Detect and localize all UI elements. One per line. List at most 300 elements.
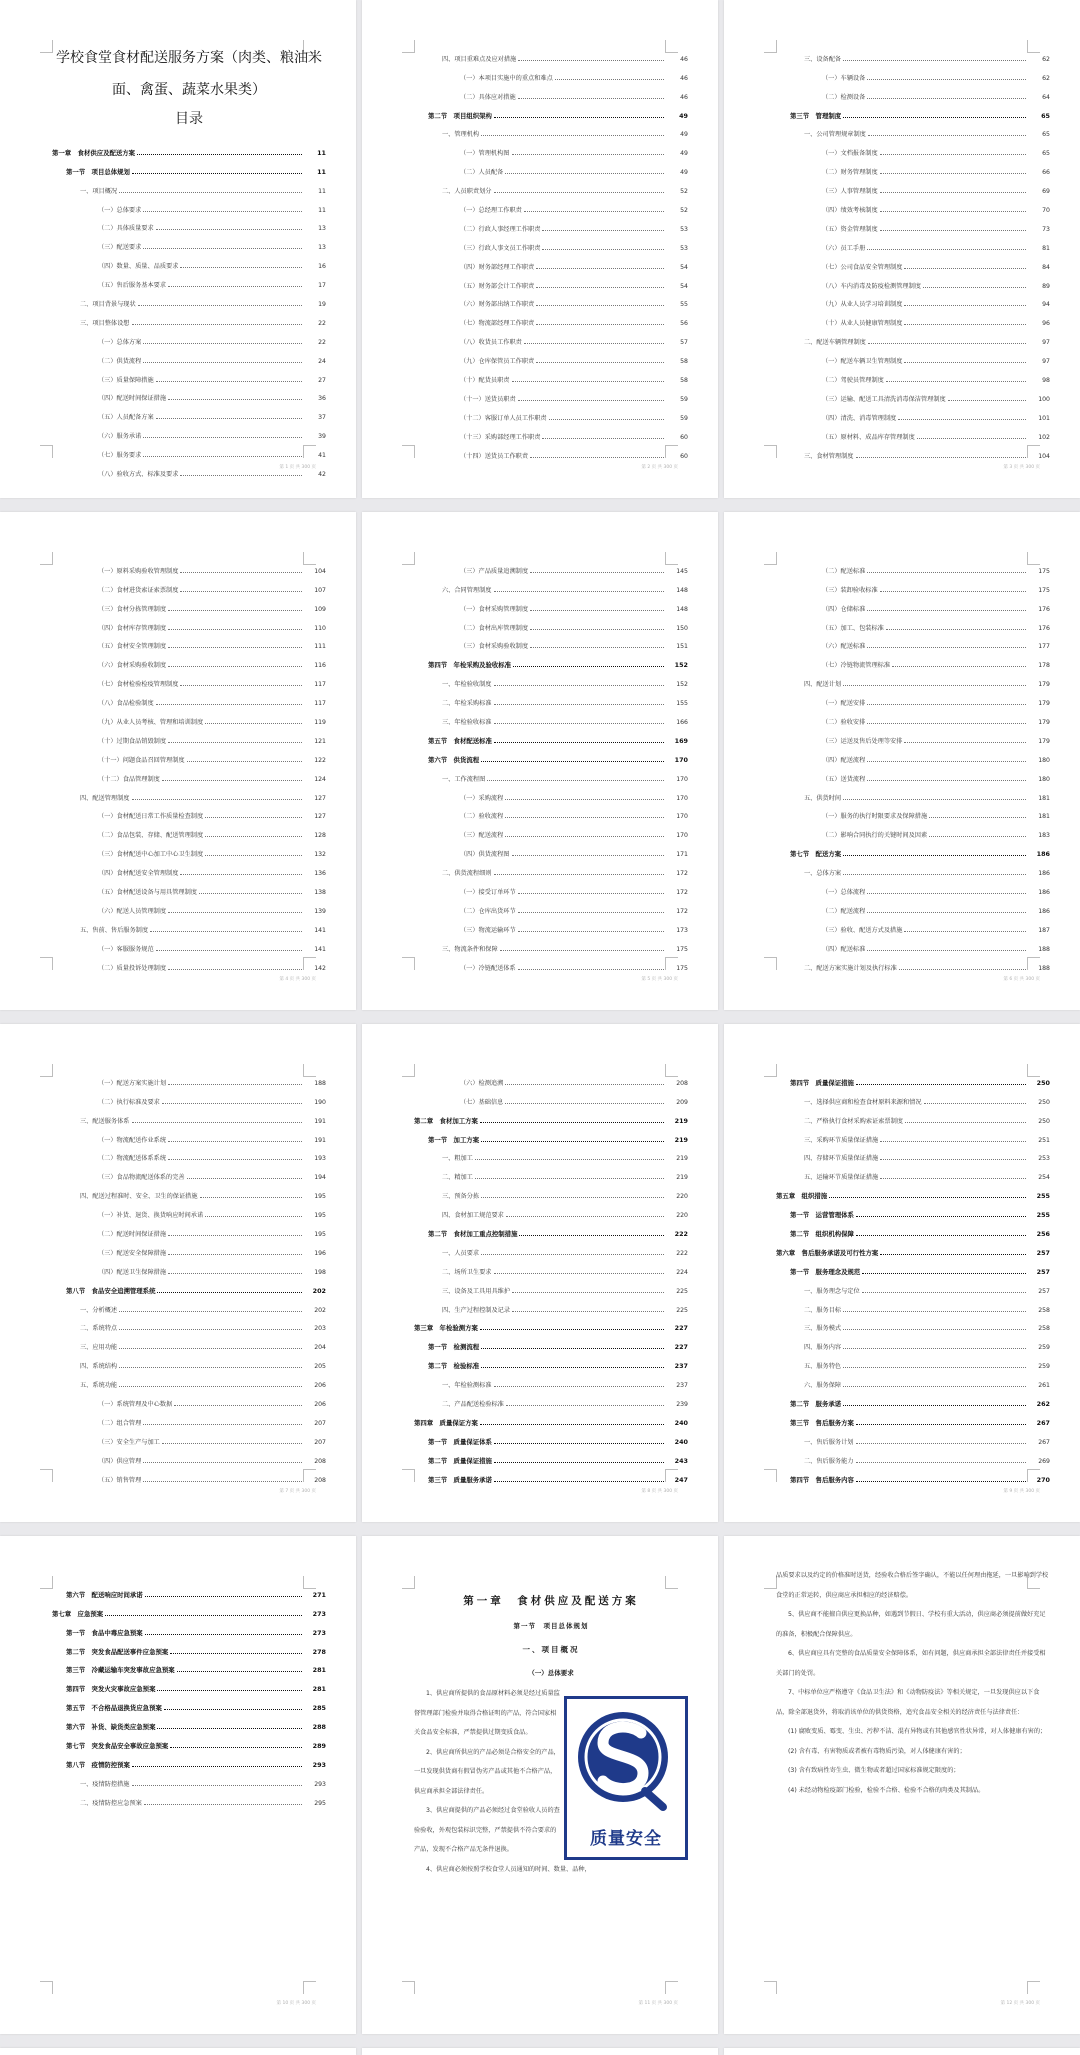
table-of-contents xyxy=(52,44,326,478)
toc-entry[interactable] xyxy=(776,953,1050,972)
toc-entry[interactable] xyxy=(52,764,326,783)
toc-entry-label: （三）装卸验收标准 xyxy=(822,586,878,594)
toc-entry[interactable] xyxy=(776,745,1050,764)
toc-leader-dots xyxy=(162,779,302,781)
toc-entry[interactable] xyxy=(414,745,688,764)
toc-entry[interactable] xyxy=(776,839,1050,858)
toc-entry-label: （一）采购流程 xyxy=(460,794,504,802)
toc-entry[interactable] xyxy=(414,176,688,195)
toc-entry[interactable] xyxy=(52,556,326,575)
toc-entry[interactable] xyxy=(52,802,326,821)
toc-entry[interactable] xyxy=(52,289,326,308)
toc-entry[interactable] xyxy=(414,707,688,726)
toc-page-number: 186 xyxy=(1038,907,1050,915)
toc-leader-dots xyxy=(905,1121,1026,1123)
toc-entry[interactable] xyxy=(776,1200,1050,1219)
toc-entry[interactable] xyxy=(52,440,326,459)
toc-entry[interactable] xyxy=(52,1769,326,1788)
toc-entry[interactable] xyxy=(776,44,1050,63)
toc-entry[interactable] xyxy=(776,1351,1050,1370)
toc-entry[interactable] xyxy=(776,441,1050,460)
toc-entry[interactable] xyxy=(776,594,1050,613)
toc-entry[interactable] xyxy=(776,575,1050,594)
toc-entry[interactable] xyxy=(414,1144,688,1163)
toc-entry[interactable] xyxy=(52,1693,326,1712)
toc-entry[interactable] xyxy=(776,1219,1050,1238)
toc-entry-label: 第三节 冷藏运输车突发事故应急预案 xyxy=(66,1666,175,1675)
toc-entry[interactable] xyxy=(52,251,326,270)
paragraph: (3) 含有致病性寄生虫、微生物或者超过国家标准规定限度的； xyxy=(788,1767,960,1774)
toc-leader-dots xyxy=(829,1196,1026,1198)
toc-entry[interactable] xyxy=(414,1181,688,1200)
toc-entry[interactable] xyxy=(414,1370,688,1389)
toc-entry[interactable] xyxy=(414,120,688,139)
toc-entry-label: （五）人员配备方案 xyxy=(98,414,154,422)
toc-entry-label: （一）食材采购管理制度 xyxy=(460,605,529,613)
toc-entry[interactable] xyxy=(414,44,688,63)
document-page xyxy=(0,1024,356,1522)
toc-page-number: 62 xyxy=(1042,55,1050,63)
toc-entry[interactable] xyxy=(776,252,1050,271)
toc-entry[interactable] xyxy=(776,820,1050,839)
toc-entry[interactable] xyxy=(776,556,1050,575)
toc-entry[interactable] xyxy=(414,839,688,858)
toc-entry[interactable] xyxy=(52,726,326,745)
toc-entry-label: （一）本项目实施中的重点和难点 xyxy=(460,74,553,82)
toc-leader-dots xyxy=(923,286,1026,288)
toc-entry[interactable] xyxy=(52,1068,326,1087)
toc-entry[interactable] xyxy=(52,820,326,839)
toc-entry[interactable] xyxy=(776,896,1050,915)
toc-entry[interactable] xyxy=(52,1144,326,1163)
toc-entry[interactable] xyxy=(52,384,326,403)
toc-entry[interactable] xyxy=(52,1637,326,1656)
toc-entry[interactable] xyxy=(776,1144,1050,1163)
toc-entry[interactable] xyxy=(52,1351,326,1370)
toc-entry[interactable] xyxy=(414,594,688,613)
toc-entry[interactable] xyxy=(776,1295,1050,1314)
toc-entry[interactable] xyxy=(52,632,326,651)
toc-entry[interactable] xyxy=(52,365,326,384)
toc-page-number: 98 xyxy=(1042,377,1050,385)
paragraph: 5、供应商不能擅自供应更换品种，如遇到节假日、学校有重大活动，供应商必须提前做好充足的准备，积极配合保障供应。 xyxy=(776,1611,1046,1638)
toc-entry[interactable] xyxy=(414,1106,688,1125)
toc-entry[interactable] xyxy=(52,1332,326,1351)
toc-page-number: 97 xyxy=(1042,339,1050,347)
toc-page-number: 170 xyxy=(676,794,688,802)
toc-entry[interactable] xyxy=(52,1162,326,1181)
page-footer: 第 2 页 共 300 页 xyxy=(641,465,678,470)
toc-entry[interactable] xyxy=(776,138,1050,157)
toc-entry[interactable] xyxy=(776,764,1050,783)
toc-entry[interactable] xyxy=(414,195,688,214)
toc-entry[interactable] xyxy=(414,896,688,915)
toc-leader-dots xyxy=(536,286,664,288)
toc-entry[interactable] xyxy=(414,1162,688,1181)
toc-entry[interactable] xyxy=(776,422,1050,441)
toc-entry[interactable] xyxy=(776,1427,1050,1446)
toc-leader-dots xyxy=(518,97,664,99)
toc-entry[interactable] xyxy=(414,365,688,384)
toc-page-number: 127 xyxy=(314,794,326,802)
toc-entry[interactable] xyxy=(414,688,688,707)
toc-entry-label: （四）绩效考核制度 xyxy=(822,207,878,215)
toc-entry[interactable] xyxy=(414,384,688,403)
toc-leader-dots xyxy=(138,304,302,306)
toc-leader-dots xyxy=(524,210,664,212)
toc-leader-dots xyxy=(898,418,1026,420)
toc-entry[interactable] xyxy=(414,290,688,309)
toc-entry-label: 第二节 质量保证措施 xyxy=(428,1456,492,1465)
toc-entry[interactable] xyxy=(52,1219,326,1238)
toc-entry[interactable] xyxy=(776,1408,1050,1427)
toc-entry[interactable] xyxy=(414,802,688,821)
toc-entry[interactable] xyxy=(776,1106,1050,1125)
toc-page-number: 101 xyxy=(1038,414,1050,422)
toc-page-number: 262 xyxy=(1036,1400,1050,1409)
toc-page-number: 255 xyxy=(1036,1211,1050,1220)
toc-entry[interactable] xyxy=(52,1087,326,1106)
toc-leader-dots xyxy=(162,1102,302,1104)
toc-entry[interactable] xyxy=(776,1314,1050,1333)
toc-page-number: 224 xyxy=(676,1268,688,1276)
toc-leader-dots xyxy=(174,1404,302,1406)
toc-entry[interactable] xyxy=(52,575,326,594)
toc-entry[interactable] xyxy=(776,82,1050,101)
toc-entry[interactable] xyxy=(52,1125,326,1144)
document-title: 学校食堂食材配送服务方案（肉类、粮油米 xyxy=(56,50,322,66)
toc-entry[interactable] xyxy=(414,82,688,101)
toc-entry[interactable] xyxy=(776,271,1050,290)
toc-entry-label: （二）人员配备 xyxy=(460,169,504,177)
toc-entry[interactable] xyxy=(414,1408,688,1427)
toc-entry[interactable] xyxy=(52,1370,326,1389)
toc-entry[interactable] xyxy=(52,858,326,877)
toc-entry[interactable] xyxy=(52,1181,326,1200)
toc-entry[interactable] xyxy=(414,1068,688,1087)
toc-entry-label: （一）总体要求 xyxy=(98,206,142,214)
toc-entry[interactable] xyxy=(52,1656,326,1675)
toc-page-number: 127 xyxy=(314,813,326,821)
toc-entry[interactable] xyxy=(52,1580,326,1599)
toc-entry[interactable] xyxy=(414,726,688,745)
toc-entry[interactable] xyxy=(52,346,326,365)
toc-entry[interactable] xyxy=(776,858,1050,877)
toc-entry[interactable] xyxy=(52,138,326,157)
toc-entry[interactable] xyxy=(776,1125,1050,1144)
toc-entry[interactable] xyxy=(776,214,1050,233)
document-page xyxy=(0,0,356,498)
toc-entry[interactable] xyxy=(52,157,326,176)
toc-entry[interactable] xyxy=(414,1295,688,1314)
section-title: 第一节 项目总体规划 xyxy=(513,1622,589,1630)
toc-entry[interactable] xyxy=(414,820,688,839)
toc-entry[interactable] xyxy=(414,1238,688,1257)
toc-entry-label: 三、设备配备 xyxy=(804,55,842,63)
toc-entry[interactable] xyxy=(52,1465,326,1484)
toc-entry-label: （一）食材配送日常工作质量检查制度 xyxy=(98,813,204,821)
toc-entry[interactable] xyxy=(52,421,326,440)
toc-entry[interactable] xyxy=(52,953,326,972)
toc-page-number: 269 xyxy=(1038,1457,1050,1465)
toc-entry[interactable] xyxy=(52,1276,326,1295)
toc-entry[interactable] xyxy=(776,1446,1050,1465)
toc-entry[interactable] xyxy=(414,575,688,594)
toc-entry[interactable] xyxy=(776,688,1050,707)
toc-entry-label: （六）检测追溯 xyxy=(460,1079,504,1087)
paragraph: (4) 未经动物检疫部门检验，检验不合格、检验不合格的肉类及其制品。 xyxy=(788,1786,985,1794)
toc-entry[interactable] xyxy=(52,1599,326,1618)
toc-leader-dots xyxy=(205,854,302,856)
toc-entry-label: 三、采购环节质量保证措施 xyxy=(804,1136,879,1144)
toc-entry[interactable] xyxy=(414,101,688,120)
toc-entry[interactable] xyxy=(414,877,688,896)
toc-entry[interactable] xyxy=(776,101,1050,120)
toc-entry[interactable] xyxy=(414,1200,688,1219)
toc-leader-dots xyxy=(512,854,665,856)
toc-page-number: 219 xyxy=(674,1135,688,1144)
toc-entry[interactable] xyxy=(414,403,688,422)
toc-entry-label: （二）执行标准及要求 xyxy=(98,1098,160,1106)
toc-entry[interactable] xyxy=(52,877,326,896)
toc-entry[interactable] xyxy=(52,915,326,934)
toc-page-number: 110 xyxy=(314,624,326,632)
toc-entry[interactable] xyxy=(776,1370,1050,1389)
toc-entry[interactable] xyxy=(52,688,326,707)
toc-entry[interactable] xyxy=(414,1351,688,1370)
toc-page-number: 53 xyxy=(680,225,688,233)
toc-entry[interactable] xyxy=(776,290,1050,309)
toc-entry[interactable] xyxy=(52,1731,326,1750)
toc-entry-label: 四、存储环节质量保证措施 xyxy=(804,1155,879,1163)
toc-entry[interactable] xyxy=(414,1427,688,1446)
qs-emblem-q-tail xyxy=(645,1791,663,1807)
toc-entry[interactable] xyxy=(414,233,688,252)
toc-entry[interactable] xyxy=(414,157,688,176)
toc-entry[interactable] xyxy=(52,402,326,421)
toc-entry[interactable] xyxy=(776,1276,1050,1295)
toc-entry[interactable] xyxy=(776,1087,1050,1106)
toc-entry[interactable] xyxy=(414,138,688,157)
paragraph: 7、中标单位应严格遵守《食品卫生法》和《动物防疫法》等相关规定，一旦发现供应以下食品，除全部退货外，将取消该单位的供货资格，追究食品安全相关的经济责任与法律责任： xyxy=(776,1689,1040,1716)
toc-entry-label: 一、总体方案 xyxy=(804,870,842,878)
toc-entry[interactable] xyxy=(414,1332,688,1351)
toc-entry[interactable] xyxy=(414,327,688,346)
toc-entry-label: （四）配送流程 xyxy=(822,756,866,764)
toc-entry[interactable] xyxy=(52,745,326,764)
toc-entry[interactable] xyxy=(52,214,326,233)
toc-leader-dots xyxy=(481,1366,664,1368)
toc-entry[interactable] xyxy=(414,1087,688,1106)
toc-entry[interactable] xyxy=(414,1219,688,1238)
toc-page-number: 69 xyxy=(1042,188,1050,196)
toc-entry[interactable] xyxy=(52,707,326,726)
table-of-contents xyxy=(776,44,1050,460)
toc-entry[interactable] xyxy=(414,1446,688,1465)
toc-entry[interactable] xyxy=(414,764,688,783)
toc-entry[interactable] xyxy=(776,783,1050,802)
toc-entry[interactable] xyxy=(414,63,688,82)
toc-entry[interactable] xyxy=(52,783,326,802)
toc-entry[interactable] xyxy=(414,1314,688,1333)
toc-entry[interactable] xyxy=(52,1314,326,1333)
toc-entry[interactable] xyxy=(52,176,326,195)
toc-page-number: 261 xyxy=(1038,1382,1050,1390)
toc-entry[interactable] xyxy=(414,953,688,972)
toc-entry[interactable] xyxy=(414,252,688,271)
toc-page-number: 136 xyxy=(314,870,326,878)
toc-entry[interactable] xyxy=(52,270,326,289)
toc-entry[interactable] xyxy=(776,157,1050,176)
table-of-contents xyxy=(414,44,688,460)
toc-leader-dots xyxy=(843,684,1026,686)
toc-entry[interactable] xyxy=(776,1181,1050,1200)
toc-entry[interactable] xyxy=(776,365,1050,384)
toc-entry-label: 三、设备及工具用具维护 xyxy=(442,1287,511,1295)
toc-entry[interactable] xyxy=(414,858,688,877)
toc-entry[interactable] xyxy=(414,271,688,290)
toc-entry[interactable] xyxy=(414,669,688,688)
toc-entry[interactable] xyxy=(776,915,1050,934)
toc-entry[interactable] xyxy=(776,1238,1050,1257)
toc-entry[interactable] xyxy=(52,669,326,688)
toc-entry[interactable] xyxy=(52,896,326,915)
toc-entry[interactable] xyxy=(414,441,688,460)
toc-entry[interactable] xyxy=(776,63,1050,82)
toc-entry[interactable] xyxy=(414,915,688,934)
toc-entry[interactable] xyxy=(776,877,1050,896)
toc-entry[interactable] xyxy=(776,195,1050,214)
toc-entry[interactable] xyxy=(414,1465,688,1484)
toc-entry[interactable] xyxy=(414,1257,688,1276)
toc-entry[interactable] xyxy=(776,1332,1050,1351)
toc-entry[interactable] xyxy=(52,1427,326,1446)
toc-entry[interactable] xyxy=(52,308,326,327)
toc-entry[interactable] xyxy=(52,327,326,346)
body-text-block xyxy=(414,1684,688,1879)
toc-entry[interactable] xyxy=(414,650,688,669)
toc-page-number: 183 xyxy=(1038,832,1050,840)
toc-entry[interactable] xyxy=(52,1788,326,1807)
toc-entry[interactable] xyxy=(414,556,688,575)
toc-entry[interactable] xyxy=(52,1712,326,1731)
toc-leader-dots xyxy=(475,1177,664,1179)
toc-entry[interactable] xyxy=(776,707,1050,726)
toc-entry-label: 一、项目概况 xyxy=(80,187,118,195)
toc-entry[interactable] xyxy=(776,120,1050,139)
toc-entry[interactable] xyxy=(52,1618,326,1637)
toc-entry[interactable] xyxy=(52,1295,326,1314)
toc-entry[interactable] xyxy=(52,1674,326,1693)
toc-entry[interactable] xyxy=(776,726,1050,745)
toc-leader-dots xyxy=(168,285,302,287)
toc-entry[interactable] xyxy=(52,1750,326,1769)
toc-entry[interactable] xyxy=(776,233,1050,252)
toc-entry[interactable] xyxy=(776,346,1050,365)
toc-entry[interactable] xyxy=(776,650,1050,669)
toc-entry[interactable] xyxy=(52,613,326,632)
sub-subsection-title: （一）总体要求 xyxy=(528,1669,574,1677)
toc-entry[interactable] xyxy=(52,1200,326,1219)
toc-entry[interactable] xyxy=(52,839,326,858)
toc-page-number: 116 xyxy=(314,662,326,670)
toc-entry[interactable] xyxy=(414,1125,688,1144)
toc-entry[interactable] xyxy=(52,594,326,613)
toc-entry[interactable] xyxy=(776,934,1050,953)
toc-entry[interactable] xyxy=(52,1257,326,1276)
toc-entry[interactable] xyxy=(414,346,688,365)
toc-entry[interactable] xyxy=(776,308,1050,327)
toc-leader-dots xyxy=(880,1158,1026,1160)
toc-entry[interactable] xyxy=(52,650,326,669)
toc-page-number: 121 xyxy=(314,737,326,745)
toc-entry[interactable] xyxy=(776,176,1050,195)
toc-entry[interactable] xyxy=(52,934,326,953)
toc-leader-dots xyxy=(880,1140,1026,1142)
toc-entry[interactable] xyxy=(414,1276,688,1295)
toc-page-number: 70 xyxy=(1042,207,1050,215)
toc-leader-dots xyxy=(518,930,664,932)
toc-page-number: 148 xyxy=(676,586,688,594)
toc-entry-label: （二）财务管理制度 xyxy=(822,169,878,177)
toc-entry-label: （一）服务的执行时限要求及保障措施 xyxy=(822,813,928,821)
toc-entry[interactable] xyxy=(776,1465,1050,1484)
toc-entry[interactable] xyxy=(776,384,1050,403)
toc-entry[interactable] xyxy=(52,1408,326,1427)
toc-page-number: 178 xyxy=(1038,662,1050,670)
toc-leader-dots xyxy=(867,609,1026,611)
toc-entry[interactable] xyxy=(776,1162,1050,1181)
page-footer: 第 5 页 共 300 页 xyxy=(641,977,678,982)
toc-entry[interactable] xyxy=(52,1106,326,1125)
toc-entry[interactable] xyxy=(776,669,1050,688)
toc-entry[interactable] xyxy=(776,327,1050,346)
toc-entry[interactable] xyxy=(414,422,688,441)
toc-entry[interactable] xyxy=(52,232,326,251)
toc-page-number: 195 xyxy=(314,1193,326,1201)
toc-entry-label: 六、服务保障 xyxy=(804,1382,842,1390)
paragraph: 6、供应商应具有完整的食品质量安全保障体系，如有问题，供应商承担全部法律责任并接受相关部门的处罚。 xyxy=(776,1650,1046,1677)
toc-entry[interactable] xyxy=(414,308,688,327)
toc-entry[interactable] xyxy=(52,1238,326,1257)
toc-entry[interactable] xyxy=(414,613,688,632)
toc-entry[interactable] xyxy=(776,613,1050,632)
toc-entry[interactable] xyxy=(776,1389,1050,1408)
toc-page-number: 255 xyxy=(1036,1192,1050,1201)
toc-leader-dots xyxy=(200,1196,302,1198)
toc-entry[interactable] xyxy=(776,1257,1050,1276)
toc-leader-dots xyxy=(856,456,1027,458)
toc-entry-label: （一）接受订单环节 xyxy=(460,889,516,897)
toc-entry[interactable] xyxy=(776,1068,1050,1087)
toc-entry[interactable] xyxy=(414,1389,688,1408)
toc-entry[interactable] xyxy=(776,802,1050,821)
toc-entry-label: 二、售后服务能力 xyxy=(804,1457,854,1465)
toc-page-number: 16 xyxy=(318,263,326,271)
toc-entry[interactable] xyxy=(414,934,688,953)
toc-entry[interactable] xyxy=(52,1446,326,1465)
toc-entry[interactable] xyxy=(414,783,688,802)
toc-entry[interactable] xyxy=(52,1389,326,1408)
toc-entry[interactable] xyxy=(414,632,688,651)
toc-leader-dots xyxy=(168,1083,302,1085)
toc-entry-label: （一）配送安排 xyxy=(822,700,866,708)
toc-entry[interactable] xyxy=(414,214,688,233)
toc-entry[interactable] xyxy=(776,632,1050,651)
toc-entry[interactable] xyxy=(776,403,1050,422)
toc-page-number: 155 xyxy=(676,700,688,708)
toc-entry[interactable] xyxy=(52,195,326,214)
